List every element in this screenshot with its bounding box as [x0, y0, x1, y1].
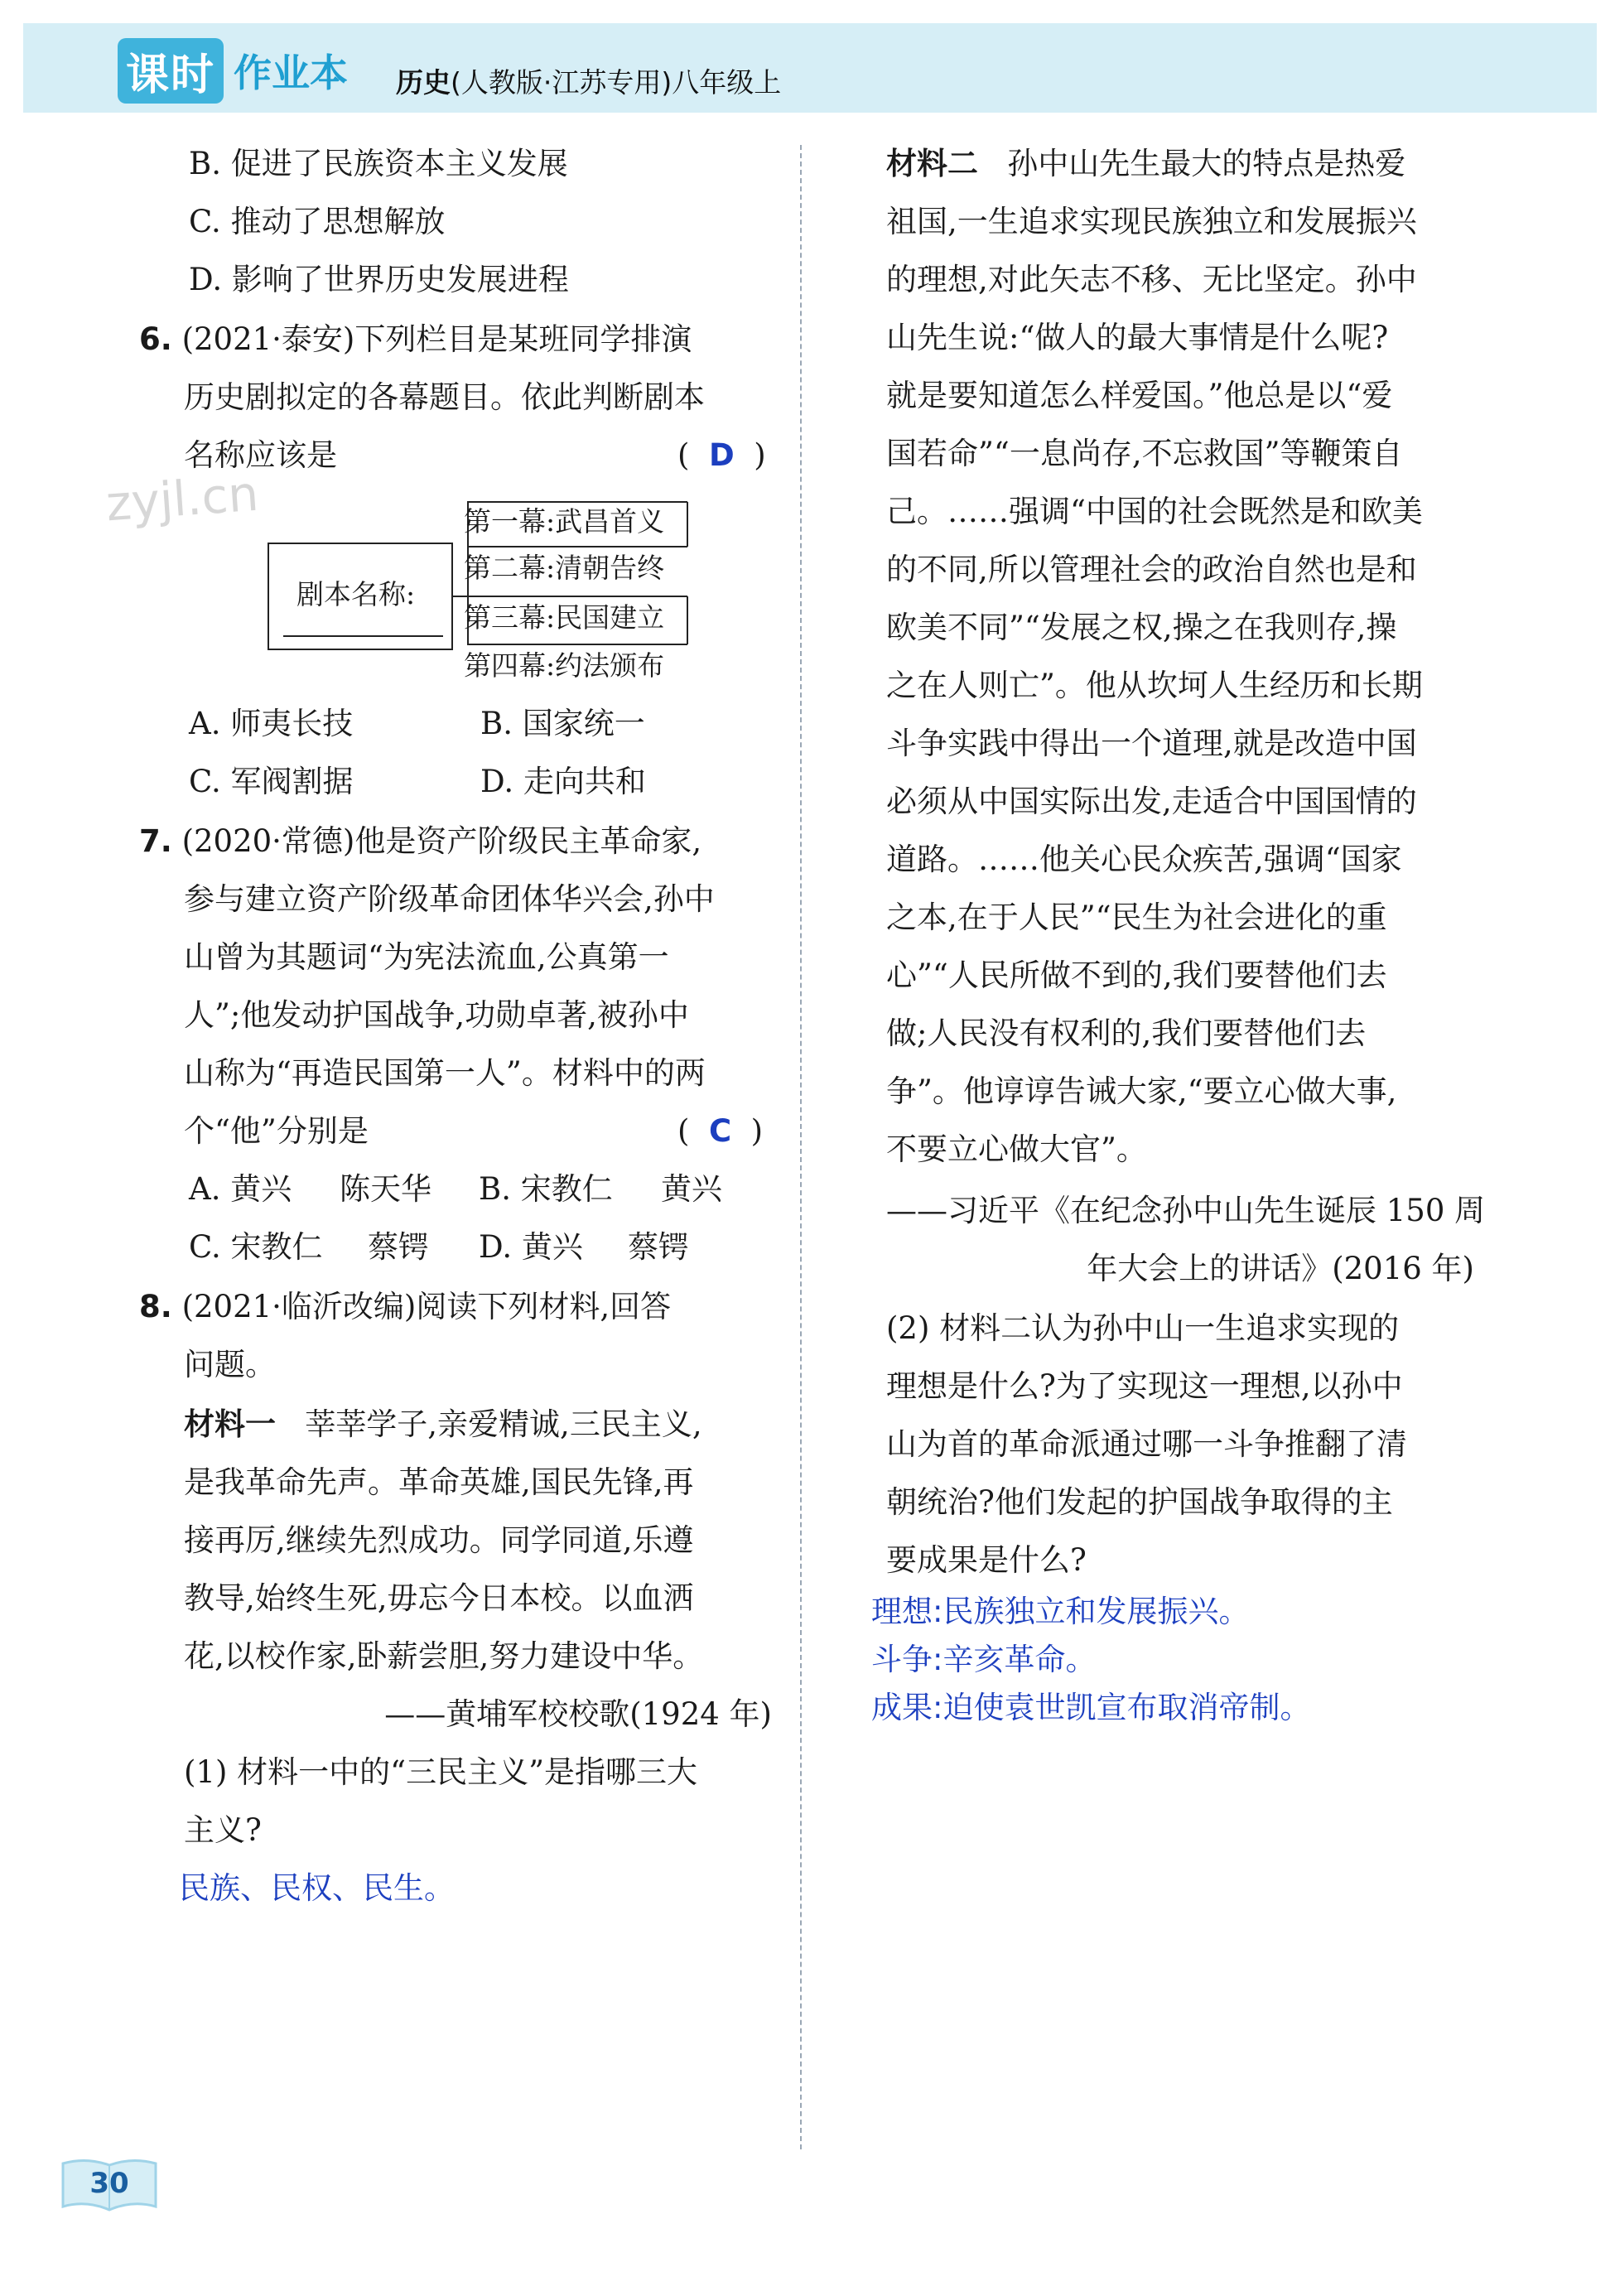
material2-label: 材料二: [886, 146, 978, 181]
q6-answer: D: [708, 437, 735, 473]
q8-number: 8.: [139, 1289, 172, 1324]
q7-option-d: D. 黄兴: [479, 1229, 583, 1265]
material1-label: 材料一: [184, 1406, 276, 1442]
material2-line7: 己。……强调“中国的社会既然是和欧美: [886, 494, 1423, 529]
q7-option-b: B. 宋教仁: [479, 1171, 613, 1207]
q5-option-d: D. 影响了世界历史发展进程: [189, 262, 569, 297]
logo-text: 作业本: [234, 51, 349, 95]
act-1: 第一幕:武昌首义: [464, 505, 665, 538]
material2-source-line1: ——习近平《在纪念孙中山先生诞辰 150 周: [886, 1193, 1486, 1228]
material1-source: ——黄埔军校校歌(1924 年): [384, 1696, 772, 1732]
q8-sub2-line5: 要成果是什么?: [886, 1542, 1087, 1578]
act-2: 第二幕:清朝告终: [464, 552, 665, 584]
q8-sub1-line1: (1) 材料一中的“三民主义”是指哪三大: [184, 1754, 698, 1790]
q7-bracket-open: (: [677, 1113, 690, 1149]
q8-sub2-answer-struggle: 斗争:辛亥革命。: [871, 1642, 1097, 1677]
act-4: 第四幕:约法颁布: [464, 649, 665, 682]
q8-sub2-line1: (2) 材料二认为孙中山一生追求实现的: [886, 1310, 1400, 1346]
q6-line2: 历史剧拟定的各幕题目。依此判断剧本: [184, 379, 705, 415]
q6-line1: [139, 321, 692, 358]
q7-bracket-close: ): [750, 1113, 764, 1149]
q8-sub1-line2: 主义?: [184, 1812, 262, 1848]
q7-line5: 山称为“再造民国第一人”。材料中的两: [184, 1055, 706, 1091]
q7-line1: [139, 823, 701, 860]
act-3: 第三幕:民国建立: [464, 601, 665, 634]
q6-bracket-close: ): [754, 437, 766, 473]
material1-line5: 花,以校作家,卧薪尝胆,努力建设中华。: [184, 1638, 704, 1674]
material1-line4: 教导,始终生死,毋忘今日本校。以血洒: [184, 1580, 694, 1616]
q5-option-c: C. 推动了思想解放: [189, 204, 446, 239]
material2-line3: 的理想,对此矢志不移、无比坚定。孙中: [886, 262, 1417, 297]
q5-option-b: B. 促进了民族资本主义发展: [189, 146, 568, 181]
material2-line1: [886, 146, 1405, 182]
q8-sub2-line3: 山为首的革命派通过哪一斗争推翻了清: [886, 1426, 1407, 1462]
material2-line12: 必须从中国实际出发,走适合中国国情的: [886, 784, 1417, 819]
q8-line1: [139, 1289, 671, 1325]
book-logo: [118, 37, 348, 104]
q8-sub1-answer: 民族、民权、民生。: [179, 1870, 455, 1906]
subject-bold: 历史: [396, 66, 451, 99]
q8-text1: (2021·临沂改编)阅读下列材料,回答: [181, 1289, 672, 1324]
material1-text1: 莘莘学子,亲爱精诚,三民主义,: [305, 1406, 702, 1442]
q6-line3: 名称应该是: [184, 437, 337, 473]
q7-option-a: [189, 1171, 292, 1208]
material2-line15: 心”“人民所做不到的,我们要替他们去: [886, 957, 1387, 993]
q7-line6: 个“他”分别是: [184, 1113, 369, 1149]
material2-line4: 山先生说:“做人的最大事情是什么呢?: [886, 320, 1389, 355]
material1-line2: 是我革命先声。革命英雄,国民先锋,再: [184, 1464, 694, 1500]
q6-option-b: B. 国家统一: [480, 706, 645, 741]
material2-line9: 欧美不同”“发展之权,操之在我则存,操: [886, 610, 1397, 645]
q7-line4: 人”;他发动护国战争,功勋卓著,被孙中: [184, 997, 689, 1033]
q7-option-b-second: 黄兴: [661, 1171, 722, 1207]
page-number: 30: [89, 2167, 129, 2200]
column-divider: [800, 145, 802, 2149]
q7-option-a-second: 陈天华: [340, 1171, 431, 1207]
q6-option-c: C. 军阀割据: [189, 764, 354, 799]
material2-line16: 做;人民没有权利的,我们要替他们去: [886, 1015, 1367, 1051]
material2-line13: 道路。……他关心民众疾苦,强调“国家: [886, 842, 1402, 877]
material2-source-line2: 年大会上的讲话》(2016 年): [1087, 1251, 1474, 1286]
q7-number: 7.: [139, 823, 172, 859]
material2-line5: 就是要知道怎么样爱国。”他总是以“爱: [886, 378, 1393, 413]
q7-line2: 参与建立资产阶级革命团体华兴会,孙中: [184, 881, 715, 917]
q6-text1: (2021·泰安)下列栏目是某班同学排演: [181, 321, 692, 357]
q6-option-d: D. 走向共和: [480, 764, 646, 799]
q7-answer-bracket: [677, 1113, 763, 1150]
material2-text1: 孙中山先生最大的特点是热爱: [1007, 146, 1406, 181]
q8-sub2-line2: 理想是什么?为了实现这一理想,以孙中: [886, 1368, 1403, 1404]
material2-line18: 不要立心做大官”。: [886, 1131, 1147, 1167]
q7-answer: C: [708, 1113, 732, 1149]
script-name-label: 剧本名称:: [296, 578, 416, 610]
q7-option-c: C. 宋教仁: [189, 1229, 323, 1265]
material2-line11: 斗争实践中得出一个道理,就是改造中国: [886, 726, 1417, 761]
q8-line2: 问题。: [184, 1347, 276, 1382]
q6-bracket-open: (: [677, 437, 690, 473]
q7-option-a-first: A. 黄兴: [189, 1171, 292, 1207]
material1-line1: [184, 1406, 702, 1443]
material2-line10: 之在人则亡”。他从坎坷人生经历和长期: [886, 668, 1423, 703]
material2-line2: 祖国,一生追求实现民族独立和发展振兴: [886, 204, 1417, 239]
material2-line6: 国若命”“一息尚存,不忘救国”等鞭策自: [886, 436, 1403, 471]
q8-sub2-answer-result: 成果:迫使袁世凯宣布取消帝制。: [871, 1690, 1311, 1725]
subject-title: [396, 61, 781, 100]
q6-option-a: A. 师夷长技: [189, 706, 354, 741]
logo-box: 课时: [118, 38, 224, 104]
material2-line17: 争”。他谆谆告诫大家,“要立心做大事,: [886, 1073, 1397, 1109]
q6-number: 6.: [139, 321, 172, 357]
material1-line3: 接再厉,继续先烈成功。同学同道,乐遵: [184, 1522, 694, 1558]
subject-rest: (人教版·江苏专用)八年级上: [451, 66, 782, 99]
script-diagram: [265, 487, 696, 686]
material2-line14: 之本,在于人民”“民生为社会进化的重: [886, 900, 1387, 935]
page-number-badge: [58, 2155, 161, 2216]
q7-text1: (2020·常德)他是资产阶级民主革命家,: [181, 823, 702, 859]
watermark: zyjl.cn: [104, 465, 261, 533]
q8-sub2-line4: 朝统治?他们发起的护国战争取得的主: [886, 1484, 1393, 1520]
material2-line8: 的不同,所以管理社会的政治自然也是和: [886, 552, 1417, 587]
q6-answer-bracket: [677, 437, 766, 474]
q7-option-c-second: 蔡锷: [368, 1229, 429, 1265]
q7-line3: 山曾为其题词“为宪法流血,公真第一: [184, 939, 669, 975]
q7-option-d-second: 蔡锷: [628, 1229, 689, 1265]
q8-sub2-answer-ideal: 理想:民族独立和发展振兴。: [871, 1594, 1250, 1629]
